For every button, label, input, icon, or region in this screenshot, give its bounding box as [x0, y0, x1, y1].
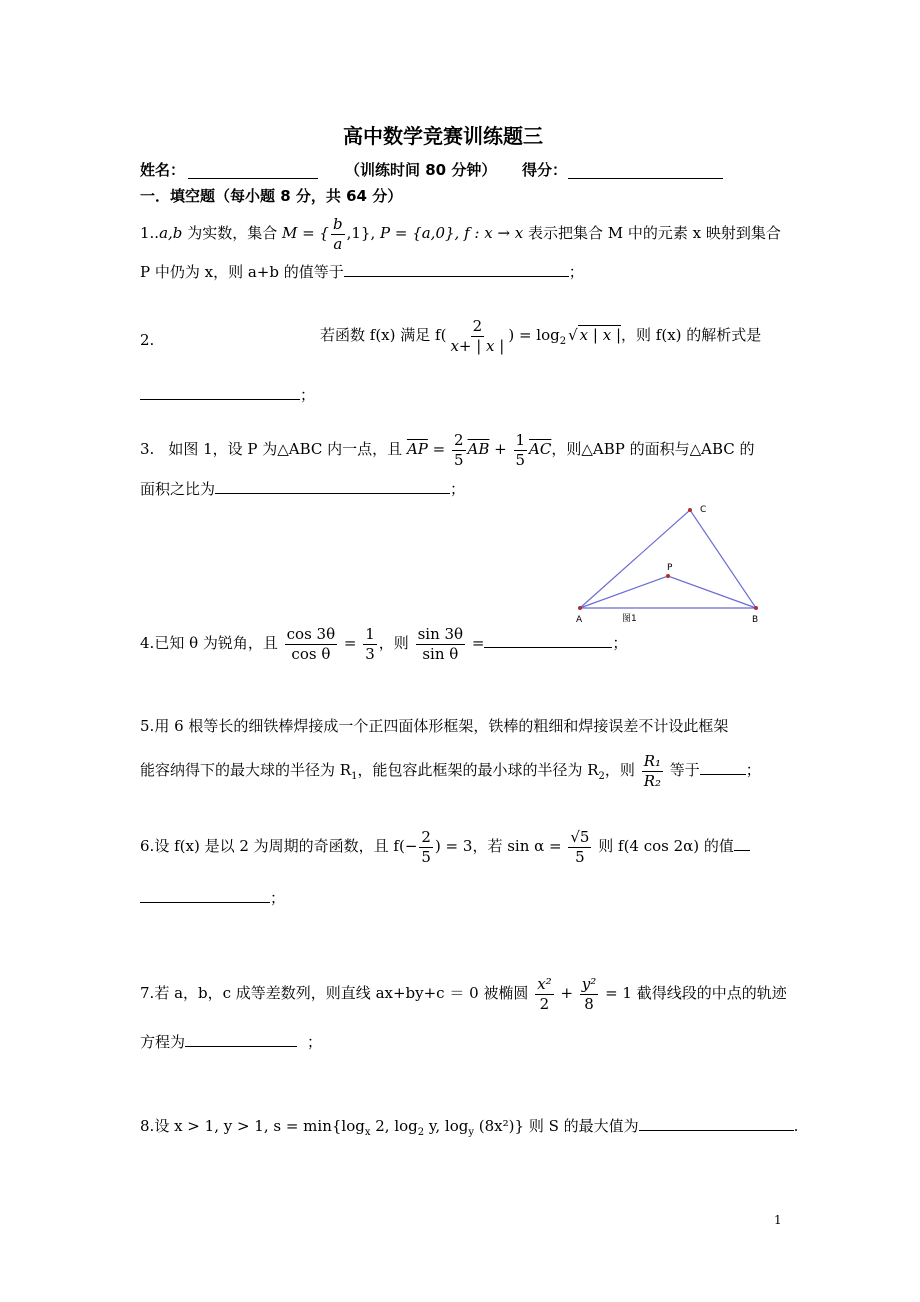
- p5-frac-num: R₁: [643, 752, 661, 770]
- p4-frac-1: [285, 626, 337, 662]
- problem-3-line-2: [140, 479, 465, 497]
- p3-line-2: 面积之比为: [140, 480, 216, 498]
- p2-text-1: 若函数 f(x) 满足 f(: [320, 326, 447, 344]
- p3-text-1: 如图 1，设 P 为△ABC 内一点，且: [168, 440, 407, 458]
- p6-frac-1-num: 2: [421, 828, 431, 846]
- p6-text-2: ) = 3，若 sin α =: [434, 837, 567, 855]
- p1-text-1: 为实数，集合: [182, 224, 282, 242]
- p2-text-2: ) = log: [508, 326, 560, 344]
- p4-end: ；: [612, 634, 628, 652]
- p5-text-3: ，则: [604, 761, 640, 779]
- p5-line-1: 用 6 根等长的细铁棒焊接成一个正四面体形框架，铁棒的粗细和焊接误差不计设此框架: [154, 717, 729, 735]
- p7-frac-2-den: 8: [584, 994, 594, 1013]
- p5-text-1: 能容纳得下的最大球的半径为 R: [140, 761, 352, 779]
- p3-vector-ab: $\overline{AB}$: [467, 440, 490, 458]
- problem-2-line-2: [140, 385, 315, 403]
- p4-eq-2: =: [467, 634, 485, 652]
- p1-fraction: [331, 216, 345, 252]
- p4-frac-3-num: sin 3θ: [417, 625, 464, 643]
- p6-frac-2-num: √5: [570, 828, 590, 846]
- p8-sub-2: 2: [417, 1127, 425, 1138]
- p4-frac-2: [363, 626, 377, 662]
- p4-frac-3-den: sin θ: [422, 644, 459, 663]
- p8-num: 8.: [140, 1117, 155, 1135]
- p3-end: ；: [450, 480, 466, 498]
- p2-answer-blank: [140, 385, 300, 400]
- problem-2-line-1: 若函数 f(x) 满足 f( $\frac{2}{x+ | x |}$ ) = $\log_2$ √ x | x |，则 f(x) 的解析式是: [320, 317, 762, 355]
- p1-set-m: M = {: [281, 224, 329, 242]
- problem-3-line-1: [140, 432, 755, 468]
- p5-answer-blank: [700, 760, 746, 775]
- p1-frac-den: a: [333, 234, 343, 253]
- p7-frac-2: [580, 976, 599, 1012]
- name-label: 姓名：: [140, 161, 186, 179]
- p7-frac-1: [535, 976, 553, 1012]
- p8-text-1: 设 x > 1, y > 1, s = min{log: [154, 1117, 365, 1135]
- p5-frac-den: R₂: [643, 771, 661, 790]
- point-b: [754, 606, 758, 610]
- p6-frac-2: [568, 829, 591, 865]
- p7-frac-1-den: 2: [539, 994, 550, 1013]
- p1-set-m-rest: ,1},: [346, 224, 380, 242]
- p3-eq: =: [427, 440, 450, 458]
- p1-answer-blank: [344, 262, 569, 277]
- triangle-figure: [570, 500, 770, 630]
- p2-frac-den: x+ | x |: [450, 336, 505, 355]
- p5-fraction: [642, 753, 663, 789]
- p7-text-2: = 1 截得线段的中点的轨迹: [600, 984, 787, 1002]
- p7-frac-2-num: y²: [581, 975, 597, 993]
- p4-num: 4.: [140, 634, 155, 652]
- p7-plus: +: [555, 984, 578, 1002]
- time-note: （训练时间 80 分钟）: [345, 161, 497, 179]
- problem-8: [140, 1116, 798, 1138]
- name-blank: [188, 164, 318, 179]
- p8-text-4: (8x²)} 则 S 的最大值为: [474, 1117, 639, 1135]
- p3-vector-ap: $\overline{AP}$: [406, 440, 428, 458]
- p3-frac-1-den: 5: [453, 450, 464, 469]
- p7-frac-1-num: x²: [537, 975, 552, 993]
- p2-num: 2.: [140, 331, 155, 349]
- triangle-abc: [580, 510, 756, 608]
- p1-line-2: P 中仍为 x，则 a+b 的值等于: [140, 263, 344, 281]
- section-heading: 一．填空题（每小题 8 分，共 64 分）: [140, 187, 403, 205]
- p4-text-1: 已知 θ 为锐角，且: [154, 634, 283, 652]
- p4-text-2: ，则: [378, 634, 414, 652]
- p8-end: .: [793, 1117, 799, 1135]
- p4-eq-1: =: [339, 634, 362, 652]
- p6-text-3: 则 f(4 cos 2α) 的值: [593, 837, 734, 855]
- p2-sqrt: x | x |: [579, 326, 622, 344]
- p1-set-p: P = {a,0}: [380, 224, 455, 242]
- p6-num: 6.: [140, 837, 155, 855]
- p4-frac-1-den: cos θ: [291, 644, 331, 663]
- p2-log-base: 2: [559, 336, 567, 347]
- problem-1-line-2: [140, 262, 584, 280]
- p8-text-3: y, log: [424, 1117, 469, 1135]
- p4-frac-3: [416, 626, 466, 662]
- p6-frac-2-den: 5: [575, 847, 585, 866]
- p1-vars: a,b: [159, 224, 183, 242]
- p1-end: ；: [568, 263, 584, 281]
- point-p: [666, 574, 670, 578]
- problem-7-line-2: [140, 1032, 322, 1050]
- point-a: [578, 606, 582, 610]
- p3-frac-2-num: 1: [515, 431, 526, 449]
- p3-text-2: ，则△ABP 的面积与△ABC 的: [551, 440, 755, 458]
- p3-frac-1: [452, 432, 466, 468]
- p4-answer-blank: [484, 633, 612, 648]
- p3-frac-2-den: 5: [515, 450, 526, 469]
- p4-frac-1-num: cos 3θ: [286, 625, 336, 643]
- p7-line-2: 方程为: [140, 1033, 186, 1051]
- p5-num: 5.: [140, 717, 155, 735]
- problem-4: [140, 626, 627, 662]
- p6-frac-1: [419, 829, 433, 865]
- p5-text-2: ，能包容此框架的最小球的半径为 R: [357, 761, 599, 779]
- point-c: [688, 508, 692, 512]
- p7-text-1: 若 a，b，c 成等差数列，则直线 ax+by+c ＝ 0 被椭圆: [154, 984, 534, 1002]
- p8-sub-3: y: [468, 1127, 475, 1138]
- problem-1-line-1: [140, 216, 781, 252]
- p3-answer-blank: [215, 479, 450, 494]
- problem-7-line-1: [140, 976, 787, 1012]
- p6-end: ；: [270, 889, 286, 907]
- p6-text-1: 设 f(x) 是以 2 为周期的奇函数，且 f(−: [154, 837, 418, 855]
- page-title: 高中数学竞赛训练题三: [343, 124, 543, 148]
- p3-vector-ac: $\overline{AC}$: [529, 440, 552, 458]
- p7-num: 7.: [140, 984, 155, 1002]
- p1-map: , f : x → x: [454, 224, 524, 242]
- p4-frac-2-num: 1: [365, 625, 375, 643]
- problem-5-line-1: [140, 719, 728, 734]
- problem-5-line-2: [140, 753, 761, 792]
- p8-answer-blank: [639, 1116, 794, 1131]
- triangle-apb: [580, 576, 756, 608]
- problem-6-line-1: [140, 829, 750, 865]
- p1-num: 1..: [140, 224, 160, 242]
- p3-frac-2: [514, 432, 528, 468]
- p2-end: ；: [300, 386, 316, 404]
- figure-caption: 图1: [622, 614, 637, 624]
- p2-fraction: [448, 318, 506, 354]
- p7-end: ；: [307, 1033, 323, 1051]
- problem-6-line-2: [140, 888, 285, 906]
- label-c: C: [700, 505, 707, 515]
- p7-answer-blank: [185, 1032, 297, 1047]
- p5-sub-2: 2: [598, 771, 605, 782]
- p8-sub-1: x: [364, 1127, 371, 1138]
- p6-answer-blank-2: [140, 888, 270, 903]
- p6-answer-blank-1: [734, 836, 750, 851]
- score-label: 得分：: [522, 161, 568, 179]
- p2-text-3: ，则 f(x) 的解析式是: [621, 326, 762, 344]
- p1-text-2: 表示把集合 M 中的元素 x 映射到集合: [523, 224, 781, 242]
- page-number: 1: [774, 1213, 782, 1227]
- p5-end: ；: [745, 761, 761, 779]
- p2-frac-num: 2: [472, 317, 483, 335]
- label-b: B: [752, 615, 759, 625]
- label-p: P: [667, 563, 673, 573]
- score-blank: [568, 164, 723, 179]
- p4-frac-2-den: 3: [365, 644, 375, 663]
- p3-plus: +: [489, 440, 512, 458]
- p1-frac-num: b: [332, 215, 343, 233]
- p3-frac-1-num: 2: [453, 431, 464, 449]
- p8-text-2: 2, log: [370, 1117, 418, 1135]
- p6-frac-1-den: 5: [421, 847, 431, 866]
- p3-num: 3.: [140, 440, 155, 458]
- p5-sub-1: 1: [351, 771, 358, 782]
- label-a: A: [576, 615, 583, 625]
- p5-text-4: 等于: [665, 761, 700, 779]
